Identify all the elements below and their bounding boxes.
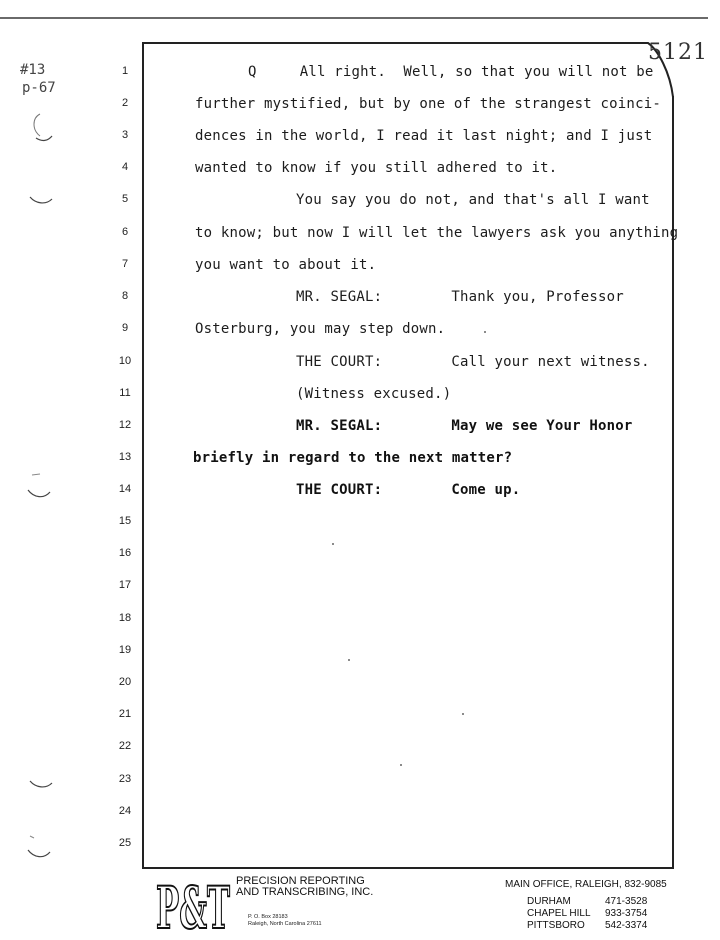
- office-phone: 542-3374: [605, 920, 648, 931]
- line-number: 14: [118, 483, 132, 495]
- scan-speck: [332, 543, 334, 545]
- transcript-line: you want to about it.: [195, 257, 377, 273]
- office-row: [527, 908, 647, 920]
- address-line2: Raleigh, North Carolina 27611: [248, 921, 322, 927]
- top-rule: [0, 17, 708, 19]
- line-number: 4: [121, 161, 129, 173]
- line-number: 18: [118, 612, 132, 624]
- hole-punch-mark: [26, 832, 54, 862]
- office-phone-list: [527, 896, 647, 932]
- hole-punch-mark: [28, 778, 54, 792]
- transcript-line: Osterburg, you may step down.: [195, 321, 446, 337]
- page-frame-left: [142, 42, 144, 868]
- transcript-line: wanted to know if you still adhered to it.: [195, 160, 558, 176]
- line-number: 23: [118, 773, 132, 785]
- line-number: 10: [118, 355, 132, 367]
- line-number: 24: [118, 805, 132, 817]
- scan-speck: [400, 764, 402, 766]
- transcript-line: to know; but now I will let the lawyers ask you anything: [195, 225, 679, 241]
- office-city: CHAPEL HILL: [527, 908, 591, 919]
- line-number: 11: [119, 387, 131, 399]
- line-number: 7: [121, 258, 129, 270]
- margin-note-exhibit: #13: [20, 62, 46, 78]
- company-address: [248, 914, 322, 928]
- scan-speck: [462, 713, 464, 715]
- line-number: 6: [121, 226, 129, 238]
- transcript-line: briefly in regard to the next matter?: [193, 450, 513, 466]
- transcript-line: You say you do not, and that's all I want: [296, 192, 650, 208]
- office-city: DURHAM: [527, 896, 571, 907]
- scan-speck: [348, 659, 350, 661]
- transcript-line: MR. SEGAL: Thank you, Professor: [296, 289, 624, 305]
- hole-punch-mark: [26, 108, 56, 144]
- line-number: 17: [118, 579, 132, 591]
- office-city: PITTSBORO: [527, 920, 585, 931]
- company-name-line2: AND TRANSCRIBING, INC.: [236, 886, 374, 898]
- company-name-line1: PRECISION REPORTING: [236, 875, 365, 887]
- office-row: [527, 896, 647, 908]
- line-number: 1: [121, 65, 129, 77]
- transcript-line: MR. SEGAL: May we see Your Honor: [296, 418, 633, 434]
- address-line1: P. O. Box 28183: [248, 914, 288, 920]
- line-number: 20: [118, 676, 132, 688]
- line-number: 19: [118, 644, 132, 656]
- line-number: 3: [121, 129, 129, 141]
- line-number: 12: [118, 419, 132, 431]
- line-number: 15: [118, 515, 132, 527]
- line-number: 21: [118, 708, 132, 720]
- office-phone: 933-3754: [605, 908, 648, 919]
- transcript-line: THE COURT: Come up.: [296, 482, 521, 498]
- transcript-line: Q All right. Well, so that you will not be: [248, 64, 654, 80]
- transcript-line: THE COURT: Call your next witness.: [296, 354, 650, 370]
- transcript-line: (Witness excused.): [296, 386, 452, 402]
- line-number: 2: [121, 97, 129, 109]
- line-number: 13: [118, 451, 132, 463]
- hole-punch-mark: [26, 470, 54, 500]
- page-frame-top: [142, 42, 638, 44]
- scan-speck: [484, 331, 486, 333]
- line-number: 5: [121, 193, 129, 205]
- transcript-line: further mystified, but by one of the strangest coinci-: [195, 96, 661, 112]
- page-frame-bottom: [142, 867, 674, 869]
- company-logo-text: P&T: [156, 878, 230, 934]
- office-row: [527, 920, 647, 932]
- line-number: 22: [118, 740, 132, 752]
- page-number: 5121: [648, 40, 708, 65]
- company-logo: [155, 878, 231, 934]
- main-office: MAIN OFFICE, RALEIGH, 832-9085: [505, 879, 667, 890]
- company-name: [236, 876, 373, 898]
- margin-note-page: p-67: [22, 80, 56, 96]
- page-frame-right: [672, 96, 674, 868]
- line-number: 9: [121, 322, 129, 334]
- line-number: 25: [118, 837, 132, 849]
- transcript-line: dences in the world, I read it last night; and I just: [195, 128, 653, 144]
- line-number: 16: [118, 547, 132, 559]
- line-number: 8: [121, 290, 129, 302]
- office-phone: 471-3528: [605, 896, 648, 907]
- hole-punch-mark: [28, 194, 54, 208]
